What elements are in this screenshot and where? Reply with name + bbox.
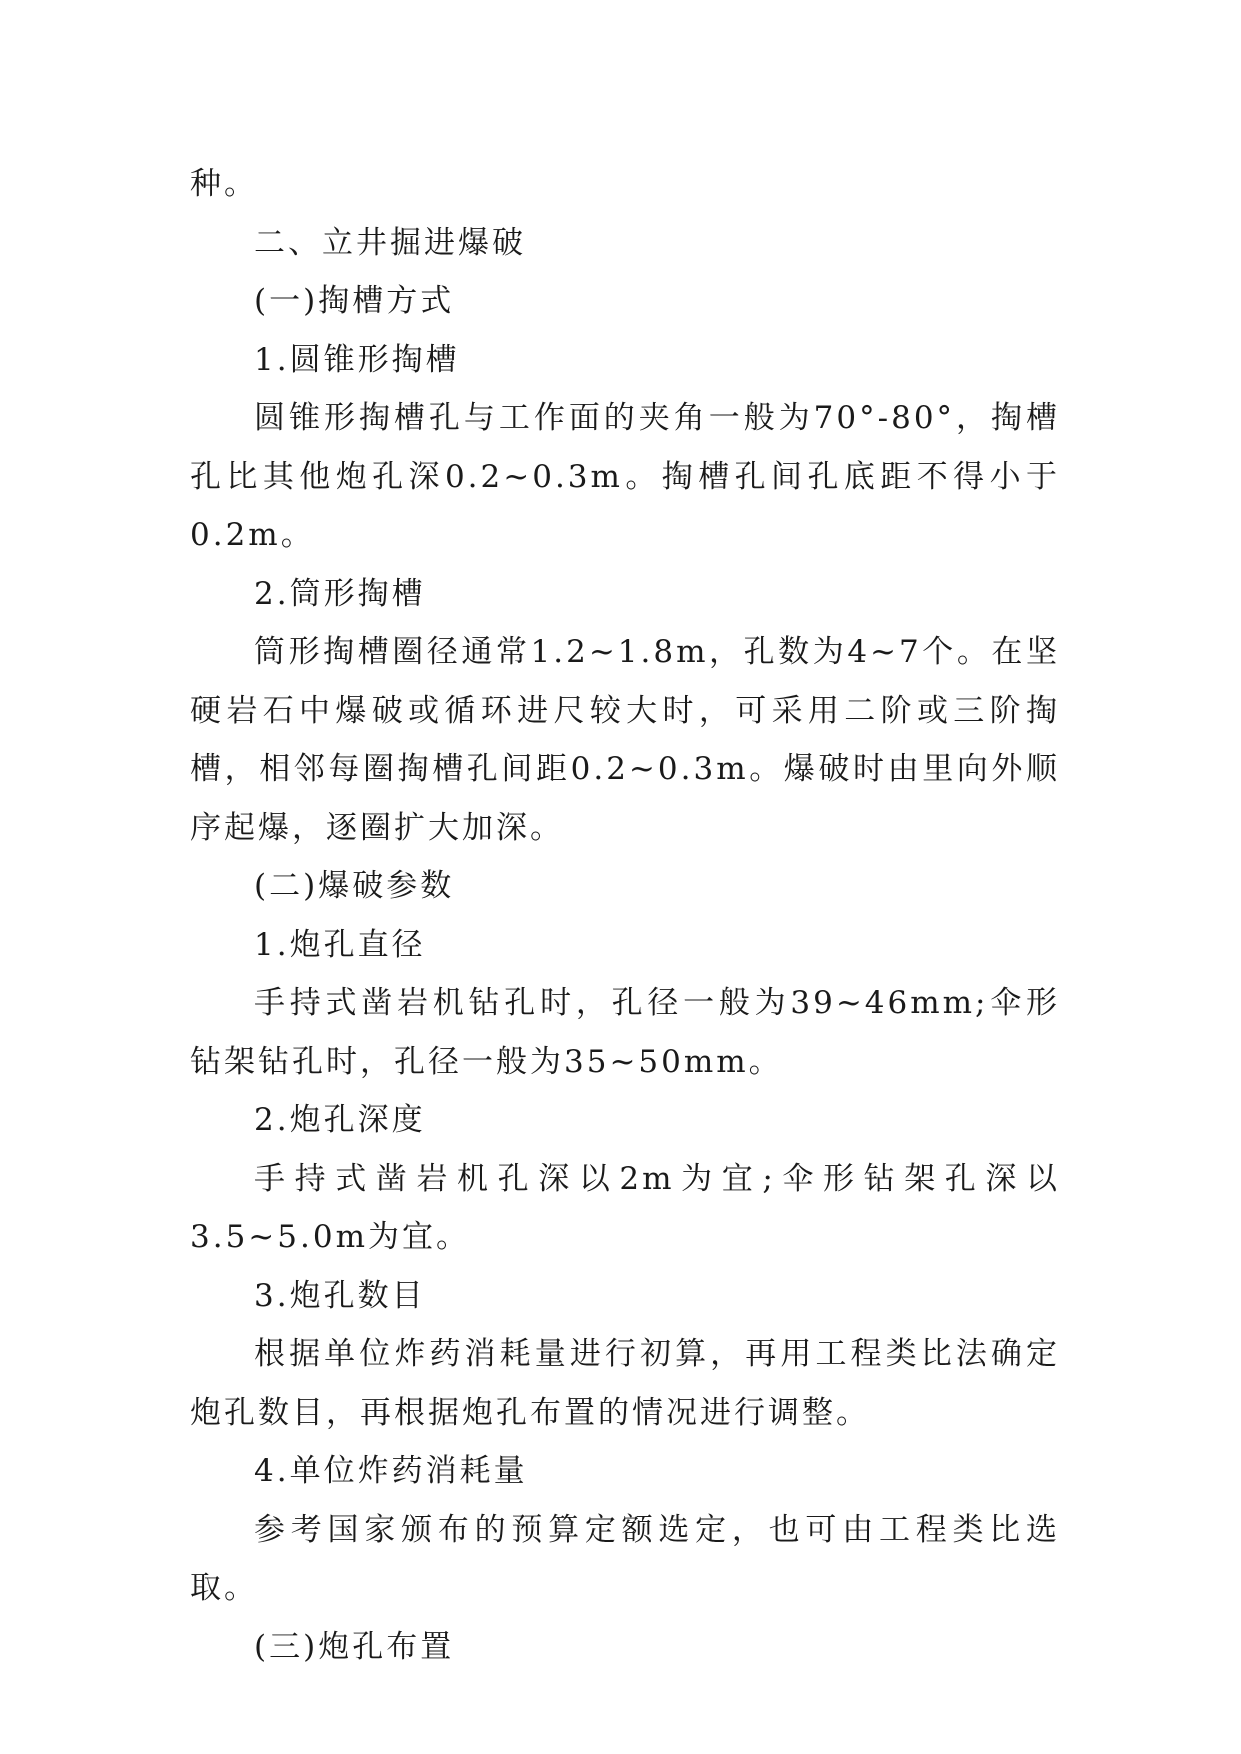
subsection-heading: (一)掏槽方式: [254, 283, 455, 319]
item-heading: 4.单位炸药消耗量: [254, 1453, 528, 1489]
paragraph: 根据单位炸药消耗量进行初算，再用工程类比法确定炮孔数目，再根据炮孔布置的情况进行调整。: [190, 1336, 1060, 1431]
item-heading: 1.炮孔直径: [254, 926, 426, 963]
item-heading: 2.筒形掏槽: [254, 575, 426, 612]
subsection-heading: (三)炮孔布置: [254, 1628, 455, 1665]
paragraph: 手持式凿岩机钻孔时，孔径一般为39~46mm;伞形钻架钻孔时，孔径一般为35~50mm。: [190, 985, 1060, 1080]
subsection-heading: (二)爆破参数: [254, 868, 455, 904]
section-heading: 二、立井掘进爆破: [254, 224, 526, 261]
paragraph: 筒形掏槽圈径通常1.2~1.8m，孔数为4~7个。在坚硬岩石中爆破或循环进尺较大时，可采用二阶或三阶掏槽，相邻每圈掏槽孔间距0.2~0.3m。爆破时由里向外顺序起爆，逐圈扩大加深。: [190, 634, 1060, 846]
paragraph: 圆锥形掏槽孔与工作面的夹角一般为70°-80°，掏槽孔比其他炮孔深0.2~0.3m。掏槽孔间孔底距不得小于0.2m。: [190, 400, 1060, 553]
paragraph: 手持式凿岩机孔深以2m为宜;伞形钻架孔深以3.5~5.0m为宜。: [190, 1160, 1060, 1255]
item-heading: 3.炮孔数目: [254, 1277, 426, 1314]
paragraph: 参考国家颁布的预算定额选定，也可由工程类比选取。: [190, 1511, 1060, 1606]
item-heading: 2.炮孔深度: [254, 1102, 426, 1138]
paragraph: 种。: [190, 166, 258, 202]
document-body: [190, 155, 1060, 1676]
item-heading: 1.圆锥形掏槽: [254, 341, 460, 378]
